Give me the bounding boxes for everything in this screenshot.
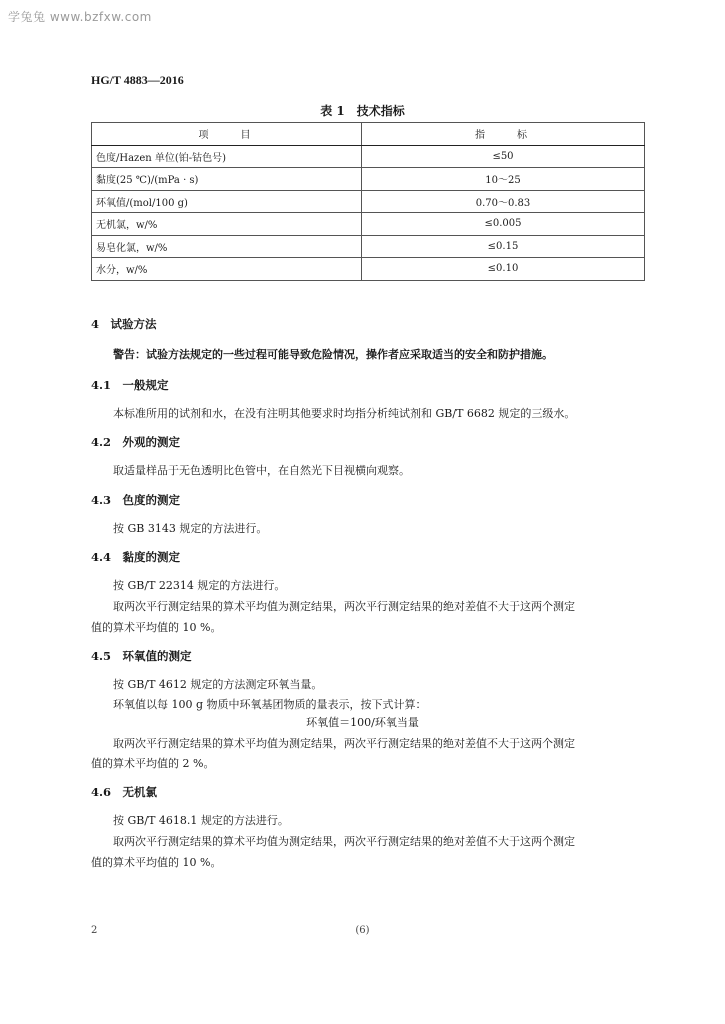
paragraph: 取两次平行测定结果的算术平均值为测定结果，两次平行测定结果的绝对差值不大于这两个测定: [113, 600, 575, 613]
paragraph: 取两次平行测定结果的算术平均值为测定结果，两次平行测定结果的绝对差值不大于这两个测定: [113, 737, 575, 750]
paragraph: 取两次平行测定结果的算术平均值为测定结果，两次平行测定结果的绝对差值不大于这两个测定: [113, 835, 575, 848]
paragraph: 值的算术平均值的 10 %。: [91, 856, 222, 869]
row-item: 黏度(25 ℃)/(mPa · s): [92, 168, 362, 191]
paragraph: 取适量样品于无色透明比色管中，在自然光下目视横向观察。: [113, 464, 410, 477]
table-row: [92, 190, 645, 213]
footer-mark: (6): [355, 925, 370, 936]
row-value: ≤0.10: [362, 258, 645, 281]
row-item: 易皂化氯，w/%: [92, 235, 362, 258]
section-heading-4-6: 4.6 无机氯: [91, 785, 158, 799]
section-heading-4-1: 4.1 一般规定: [91, 378, 169, 392]
table-header-row: [92, 123, 645, 146]
paragraph: 值的算术平均值的 2 %。: [91, 757, 215, 770]
row-item: 色度/Hazen 单位(铂-钴色号): [92, 145, 362, 168]
row-item: 无机氯，w/%: [92, 213, 362, 236]
paragraph: 按 GB/T 4612 规定的方法测定环氧当量。: [113, 678, 323, 691]
paragraph: 按 GB/T 4618.1 规定的方法进行。: [113, 814, 289, 827]
row-item: 环氧值/(mol/100 g): [92, 190, 362, 213]
row-value: ≤0.005: [362, 213, 645, 236]
table-row: [92, 235, 645, 258]
header-item: 项 目: [92, 123, 362, 146]
warning-text: 警告：试验方法规定的一些过程可能导致危险情况，操作者应采取适当的安全和防护措施。: [113, 348, 553, 361]
watermark: 学兔兔 www.bzfxw.com: [8, 10, 152, 24]
paragraph: 值的算术平均值的 10 %。: [91, 621, 222, 634]
row-value: 10～25: [362, 168, 645, 191]
formula: 环氧值＝100/环氧当量: [306, 716, 419, 729]
paragraph: 按 GB 3143 规定的方法进行。: [113, 522, 268, 535]
paragraph: 按 GB/T 22314 规定的方法进行。: [113, 579, 286, 592]
table-row: [92, 258, 645, 281]
page-number: 2: [91, 925, 98, 936]
section-heading-4-4: 4.4 黏度的测定: [91, 550, 181, 564]
section-heading-4-2: 4.2 外观的测定: [91, 435, 181, 449]
paragraph: 环氧值以每 100 g 物质中环氧基团物质的量表示，按下式计算：: [113, 698, 427, 711]
paragraph: 本标准所用的试剂和水，在没有注明其他要求时均指分析纯试剂和 GB/T 6682 规定的三级水。: [113, 407, 576, 420]
table-row: [92, 213, 645, 236]
standard-code: HG/T 4883—2016: [91, 73, 184, 87]
table-title: 表 1 技术指标: [320, 104, 405, 118]
row-value: ≤0.15: [362, 235, 645, 258]
header-value: 指 标: [362, 123, 645, 146]
row-value: 0.70～0.83: [362, 190, 645, 213]
row-value: ≤50: [362, 145, 645, 168]
section-heading-4-3: 4.3 色度的测定: [91, 493, 181, 507]
section-heading-4: 4 试验方法: [91, 317, 157, 331]
table-row: [92, 168, 645, 191]
spec-table: [91, 122, 645, 281]
row-item: 水分，w/%: [92, 258, 362, 281]
section-heading-4-5: 4.5 环氧值的测定: [91, 649, 192, 663]
table-row: [92, 145, 645, 168]
